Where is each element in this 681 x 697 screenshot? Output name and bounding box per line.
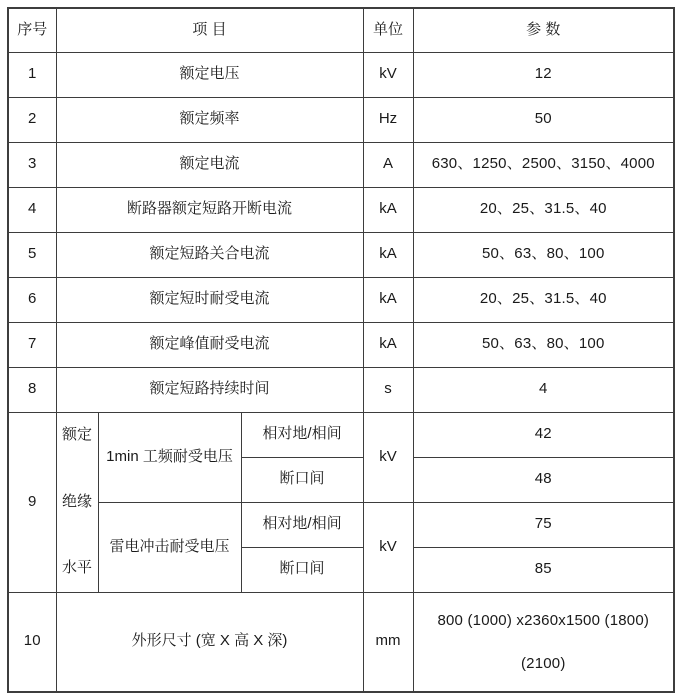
unit-cell: kV: [363, 52, 413, 97]
table-row: [8, 322, 674, 367]
param-cell: 4: [413, 367, 674, 412]
param-cell: 42: [413, 412, 674, 457]
unit-cell: kA: [363, 232, 413, 277]
table-row: [8, 367, 674, 412]
table-row: [8, 52, 674, 97]
param-cell: 20、25、31.5、40: [413, 277, 674, 322]
param-cell: 50、63、80、100: [413, 322, 674, 367]
unit-cell: kA: [363, 187, 413, 232]
param-cell: 48: [413, 457, 674, 502]
section-name-cell: 雷电冲击耐受电压: [98, 502, 241, 592]
dimension-line-2: (2100): [520, 654, 566, 672]
item-cell: 额定电压: [56, 52, 363, 97]
unit-cell: Hz: [363, 97, 413, 142]
unit-cell: mm: [363, 592, 413, 692]
param-cell: 20、25、31.5、40: [413, 187, 674, 232]
header-no: 序号: [8, 8, 56, 52]
table-row-9a: [8, 412, 674, 457]
insulation-group-cell: [56, 412, 98, 592]
table-row: [8, 277, 674, 322]
row-no: 9: [8, 412, 56, 592]
row-no: 7: [8, 322, 56, 367]
item-cell: 额定短路持续时间: [56, 367, 363, 412]
param-cell: [413, 592, 674, 692]
header-param: 参 数: [413, 8, 674, 52]
param-cell: 12: [413, 52, 674, 97]
row-no: 1: [8, 52, 56, 97]
param-cell: 50、63、80、100: [413, 232, 674, 277]
table-row-10: [8, 592, 674, 692]
param-cell: 630、1250、2500、3150、4000: [413, 142, 674, 187]
unit-cell: s: [363, 367, 413, 412]
table-row: [8, 232, 674, 277]
unit-cell: kV: [363, 412, 413, 502]
row-no: 4: [8, 187, 56, 232]
item-cell: 额定短路关合电流: [56, 232, 363, 277]
unit-cell: A: [363, 142, 413, 187]
param-cell: 75: [413, 502, 674, 547]
item-cell: 外形尺寸 (宽 X 高 X 深): [56, 592, 363, 692]
table-row-9c: [8, 502, 674, 547]
sub-label-cell: 断口间: [241, 547, 363, 592]
item-cell: 额定电流: [56, 142, 363, 187]
header-unit: 单位: [363, 8, 413, 52]
table-row: [8, 142, 674, 187]
insulation-group-label: 额定 绝缘 水平: [61, 426, 92, 577]
spec-table: [7, 7, 675, 693]
param-cell: 50: [413, 97, 674, 142]
header-item: 项 目: [56, 8, 363, 52]
row-no: 6: [8, 277, 56, 322]
row-no: 2: [8, 97, 56, 142]
row-no: 8: [8, 367, 56, 412]
item-cell: 额定频率: [56, 97, 363, 142]
row-no: 3: [8, 142, 56, 187]
row-no: 10: [8, 592, 56, 692]
item-cell: 额定短时耐受电流: [56, 277, 363, 322]
section-name-cell: 1min 工频耐受电压: [98, 412, 241, 502]
sub-label-cell: 相对地/相间: [241, 412, 363, 457]
row-no: 5: [8, 232, 56, 277]
unit-cell: kA: [363, 322, 413, 367]
table-row: [8, 97, 674, 142]
unit-cell: kA: [363, 277, 413, 322]
item-cell: 断路器额定短路开断电流: [56, 187, 363, 232]
header-row: [8, 8, 674, 52]
table-row: [8, 187, 674, 232]
unit-cell: kV: [363, 502, 413, 592]
sub-label-cell: 相对地/相间: [241, 502, 363, 547]
item-cell: 额定峰值耐受电流: [56, 322, 363, 367]
dimension-line-1: 800 (1000) x2360x1500 (1800): [437, 611, 650, 629]
param-cell: 85: [413, 547, 674, 592]
sub-label-cell: 断口间: [241, 457, 363, 502]
